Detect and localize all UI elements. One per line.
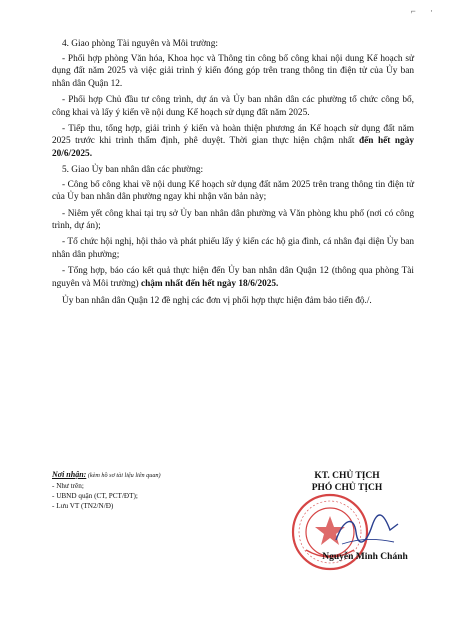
section-5-item-4 — [52, 265, 414, 290]
section-4-item-1: - Phối hợp phòng Văn hóa, Khoa học và Thông tin công bố công khai nội dung Kế hoạch sử dụng đất năm 2025 và việc giải trình ý kiến đóng góp trên trang thông tin điện tử của Ủy ban nhân dân Quận 12. — [52, 53, 414, 89]
handwritten-signature-icon — [332, 510, 402, 550]
section-4-deadline: đến hết ngày 20/6/2025. — [52, 136, 414, 159]
closing-paragraph: Ủy ban nhân dân Quận 12 đề nghị các đơn vị phối hợp thực hiện đảm bảo tiến độ./. — [62, 296, 372, 307]
signature-block — [272, 470, 422, 562]
signature-title-line-1: KT. CHỦ TỊCH — [314, 471, 380, 481]
section-5-item-1: - Công bố công khai về nội dung Kế hoạch sử dụng đất năm 2025 trên trang thông tin điện tử của Ủy ban nhân dân phường ngay khi nhận văn bản này; — [52, 179, 414, 203]
section-5-heading: 5. Giao Ủy ban nhân dân các phường: — [62, 165, 204, 176]
signer-name: Nguyễn Minh Chánh — [322, 552, 408, 562]
section-5-item-3: - Tổ chức hội nghị, hội thảo và phát phiếu lấy ý kiến các hộ gia đình, cá nhân đại diện Ủy ban nhân dân phường; — [52, 237, 414, 260]
section-4-item-3-text: - Tiếp thu, tổng hợp, giải trình ý kiến và hoàn thiện phương án Kế hoạch sử dụng đất năm 2025 trước khi trình thẩm định, phê duyệt. Thời gian thực hiện chậm nhất — [52, 123, 414, 147]
recipients-header — [52, 470, 252, 481]
section-4-item-2: - Phối hợp Chủ đầu tư công trình, dự án và Ủy ban nhân dân các phường tổ chức công bố, công khai và lấy ý kiến về nội dung Kế hoạch sử dụng đất năm 2025. — [52, 94, 414, 118]
page-corner-mark: ⌐ · — [410, 6, 439, 16]
recipients-block — [52, 470, 252, 511]
document-body — [52, 38, 414, 311]
section-4-item-3 — [52, 123, 414, 161]
recipient-item: - UBND quận (CT, PCT/ĐT); — [52, 492, 138, 500]
section-4-heading: 4. Giao phòng Tài nguyên và Môi trường: — [62, 39, 218, 49]
section-5-item-4-text: - Tổng hợp, báo cáo kết quả thực hiện đến Ủy ban nhân dân Quận 12 (thông qua phòng Tài nguyên và Môi trường) — [52, 266, 414, 289]
recipient-item: - Như trên; — [52, 482, 84, 490]
recipient-item: - Lưu VT (TN2/N/Đ) — [52, 502, 114, 510]
section-5-deadline: chậm nhất đến hết ngày 18/6/2025. — [140, 278, 279, 289]
signature-title-line-2: PHÓ CHỦ TỊCH — [311, 483, 383, 493]
recipients-title: Nơi nhận: — [52, 470, 87, 479]
section-5-item-2: - Niêm yết công khai tại trụ sở Ủy ban nhân dân phường và Văn phòng khu phố (nơi có công trình, dự án); — [52, 208, 414, 232]
recipients-note: (kèm hồ sơ tài liệu liên quan) — [86, 472, 161, 479]
